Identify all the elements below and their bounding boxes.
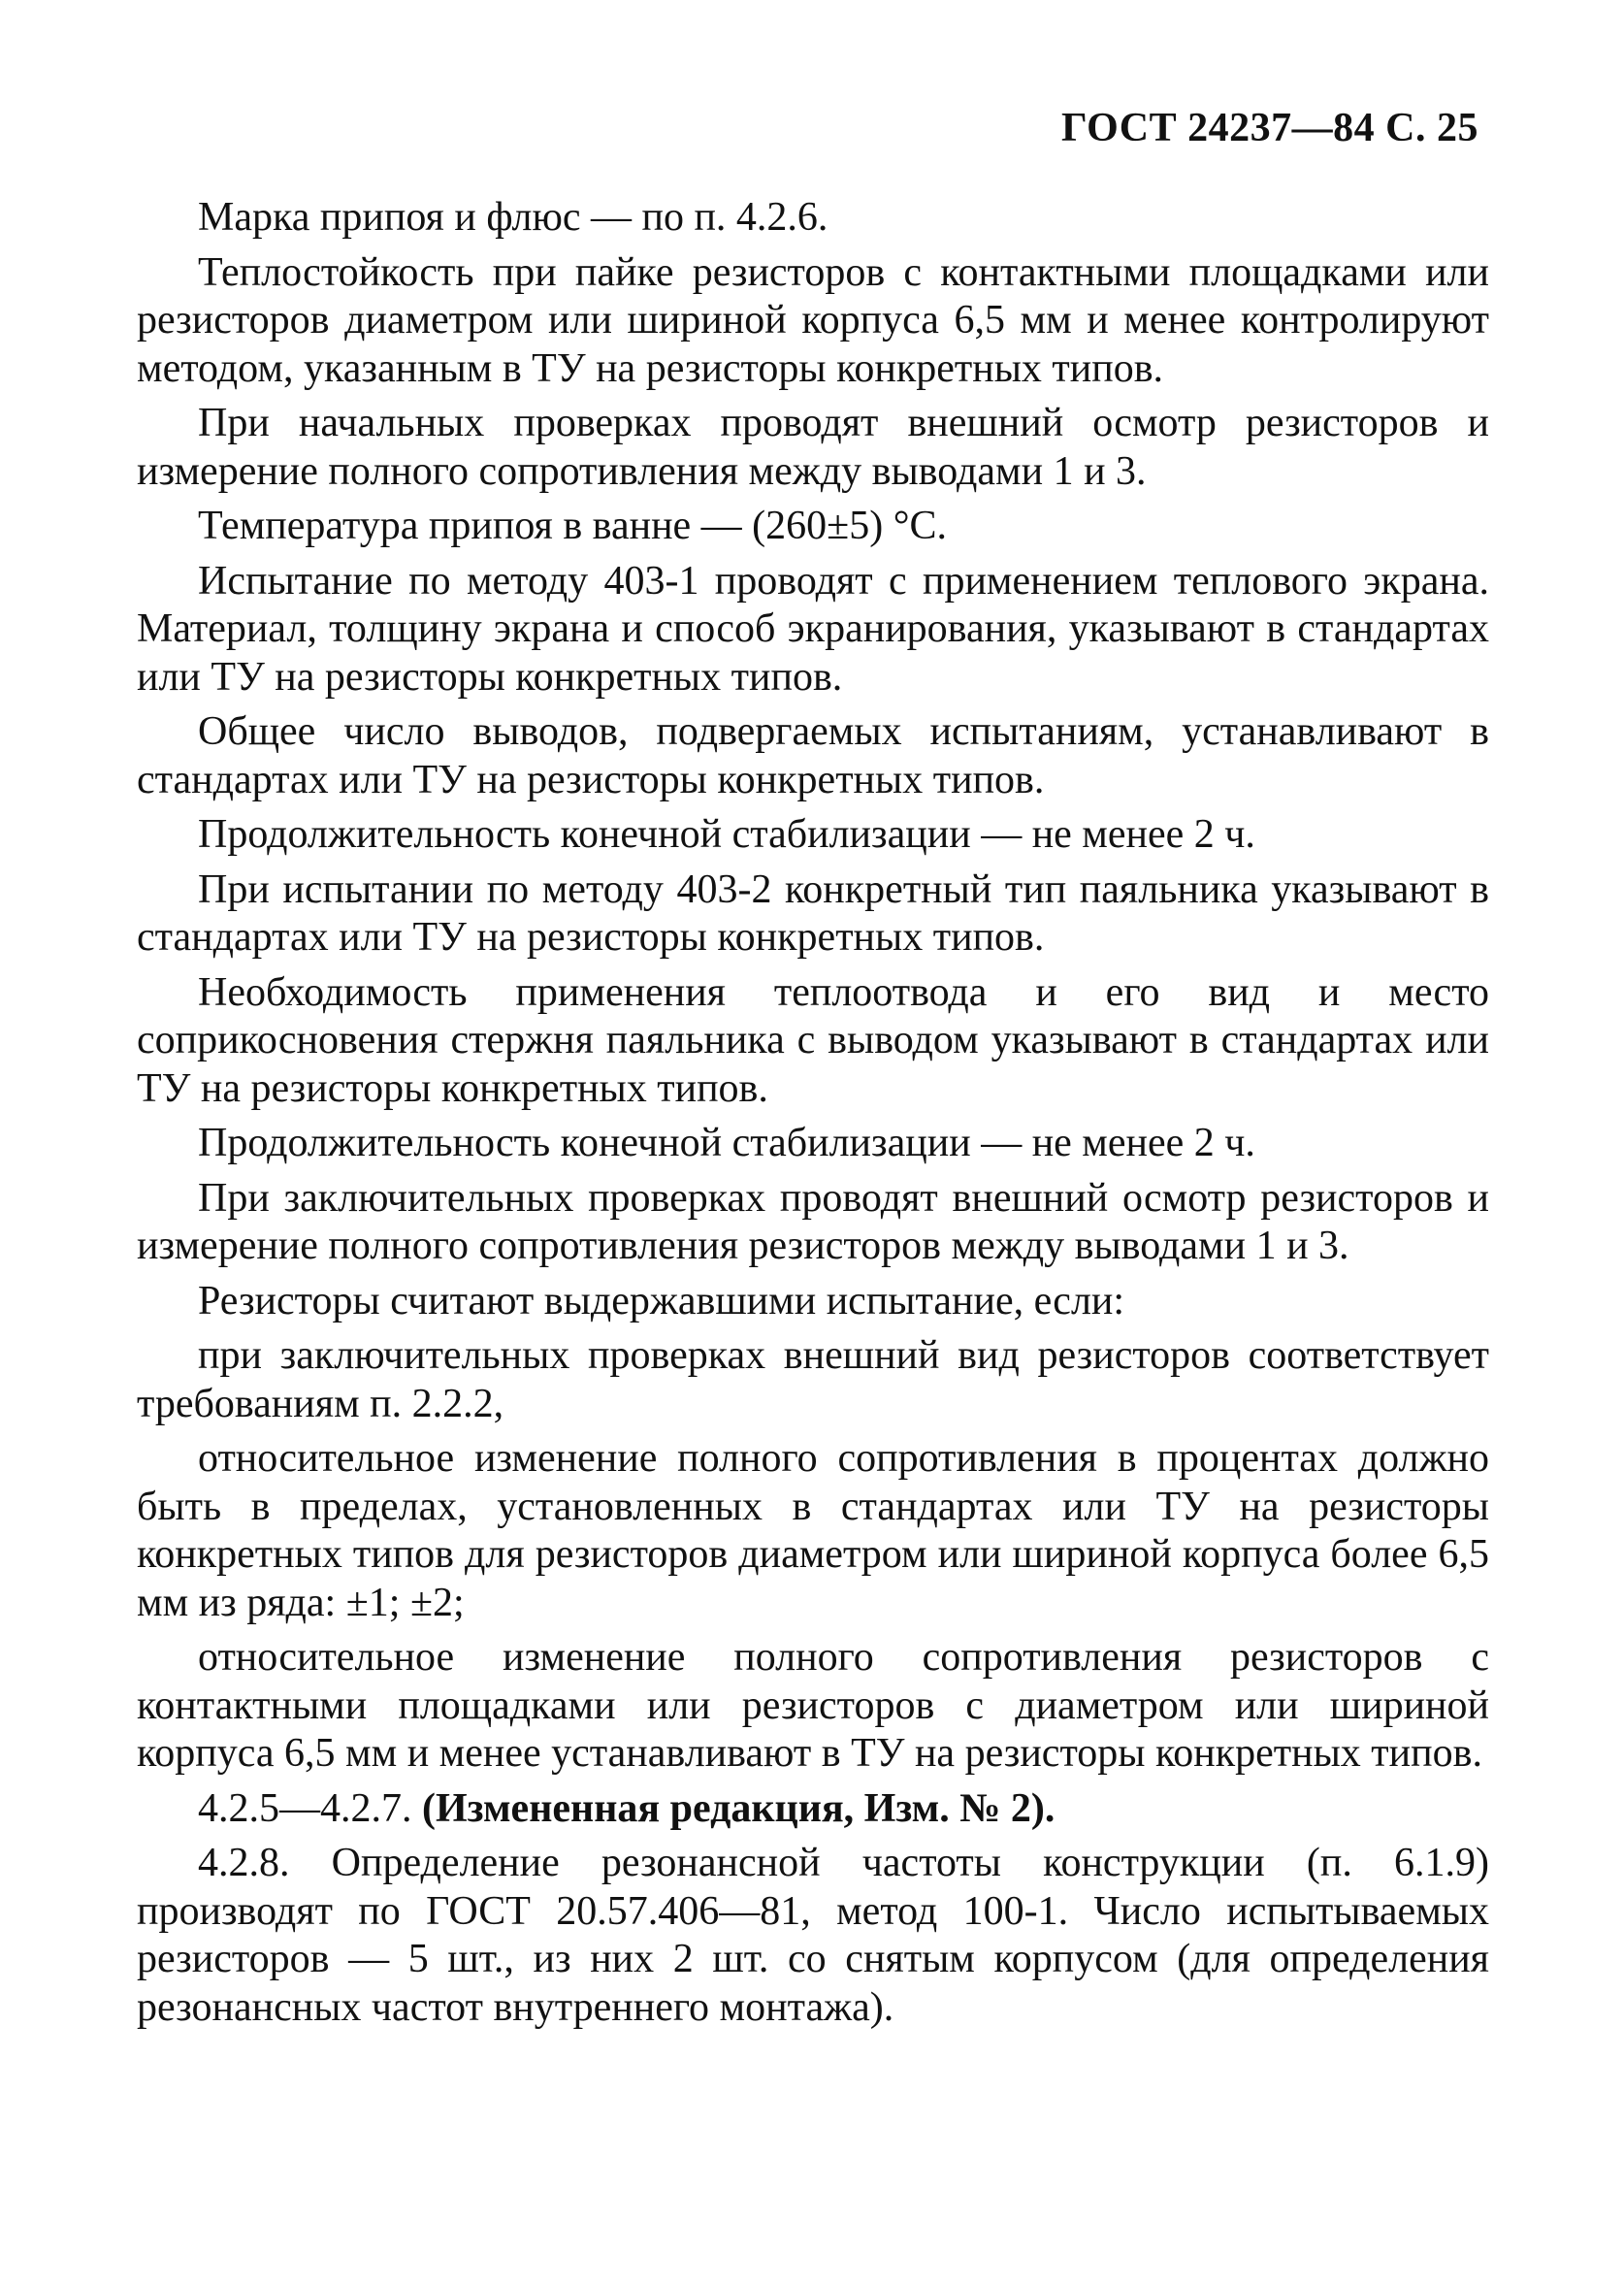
paragraph-lead-count: Общее число выводов, подвергаемых испытаниям, устанавливают в стандартах или ТУ на резисторы конкретных типов.	[137, 709, 1489, 802]
paragraph-resistance-change-small: относительное изменение полного сопротивления резисторов с контактными площадками или резисторов с диаметром или шириной корпуса 6,5 мм и менее устанавливают в ТУ на резисторы конкретных типов.	[137, 1635, 1489, 1776]
paragraph-final-checks: При заключительных проверках проводят внешний осмотр резисторов и измерение полного сопротивления резисторов между выводами 1 и 3.	[137, 1175, 1489, 1268]
paragraph-stabilization-2: Продолжительность конечной стабилизации — не менее 2 ч.	[198, 1121, 1255, 1165]
paragraph-heat-resistance: Теплостойкость при пайке резисторов с контактными площадками или резисторов диаметром или шириной корпуса 6,5 мм и менее контролируют методом, указанным в ТУ на резисторы конкретных типов.	[137, 249, 1489, 391]
paragraph-resonance-frequency: 4.2.8. Определение резонансной частоты конструкции (п. 6.1.9) производят по ГОСТ 20.57.406—81, метод 100-1. Число испытываемых резисторов — 5 шт., из них 2 шт. со снятым корпусом (для определения резонансных частот внутреннего монтажа).	[137, 1841, 1489, 2030]
paragraph-heat-sink: Необходимость применения теплоотвода и его вид и место соприкосновения стержня паяльника с выводом указывают в стандартах или ТУ на резисторы конкретных типов.	[137, 969, 1489, 1111]
paragraph-appearance-criterion: при заключительных проверках внешний вид резисторов соответствует требованиям п. 2.2.2,	[137, 1333, 1489, 1426]
paragraph-initial-checks: При начальных проверках проводят внешний осмотр резисторов и измерение полного сопротивления между выводами 1 и 3.	[137, 401, 1489, 494]
paragraph-solder-flux: Марка припоя и флюс — по п. 4.2.6.	[198, 195, 828, 240]
paragraph-bath-temperature: Температура припоя в ванне — (260±5) °С.	[198, 504, 948, 548]
document-body	[137, 194, 1489, 2039]
paragraph-method-403-1: Испытание по методу 403-1 проводят с применением теплового экрана. Материал, толщину экрана и способ экранирования, указывают в стандартах или ТУ на резисторы конкретных типов.	[137, 558, 1489, 700]
paragraph-method-403-2: При испытании по методу 403-2 конкретный тип паяльника указывают в стандартах или ТУ на резисторы конкретных типов.	[137, 866, 1489, 960]
paragraph-pass-criteria: Резисторы считают выдержавшими испытание, если:	[198, 1278, 1125, 1323]
amendment-note: (Измененная редакция, Изм. № 2).	[422, 1785, 1056, 1831]
paragraph-stabilization-1: Продолжительность конечной стабилизации — не менее 2 ч.	[198, 812, 1255, 857]
amendment-number: 4.2.5—4.2.7.	[198, 1785, 412, 1831]
page-header: ГОСТ 24237—84 С. 25	[1060, 106, 1478, 150]
paragraph-resistance-change-large: относительное изменение полного сопротивления в процентах должно быть в пределах, установленных в стандартах или ТУ на резисторы конкретных типов для резисторов диаметром или шириной корпуса более 6,5 мм из ряда: ±1; ±2;	[137, 1436, 1489, 1625]
paragraph-amendment	[137, 1785, 1489, 1834]
